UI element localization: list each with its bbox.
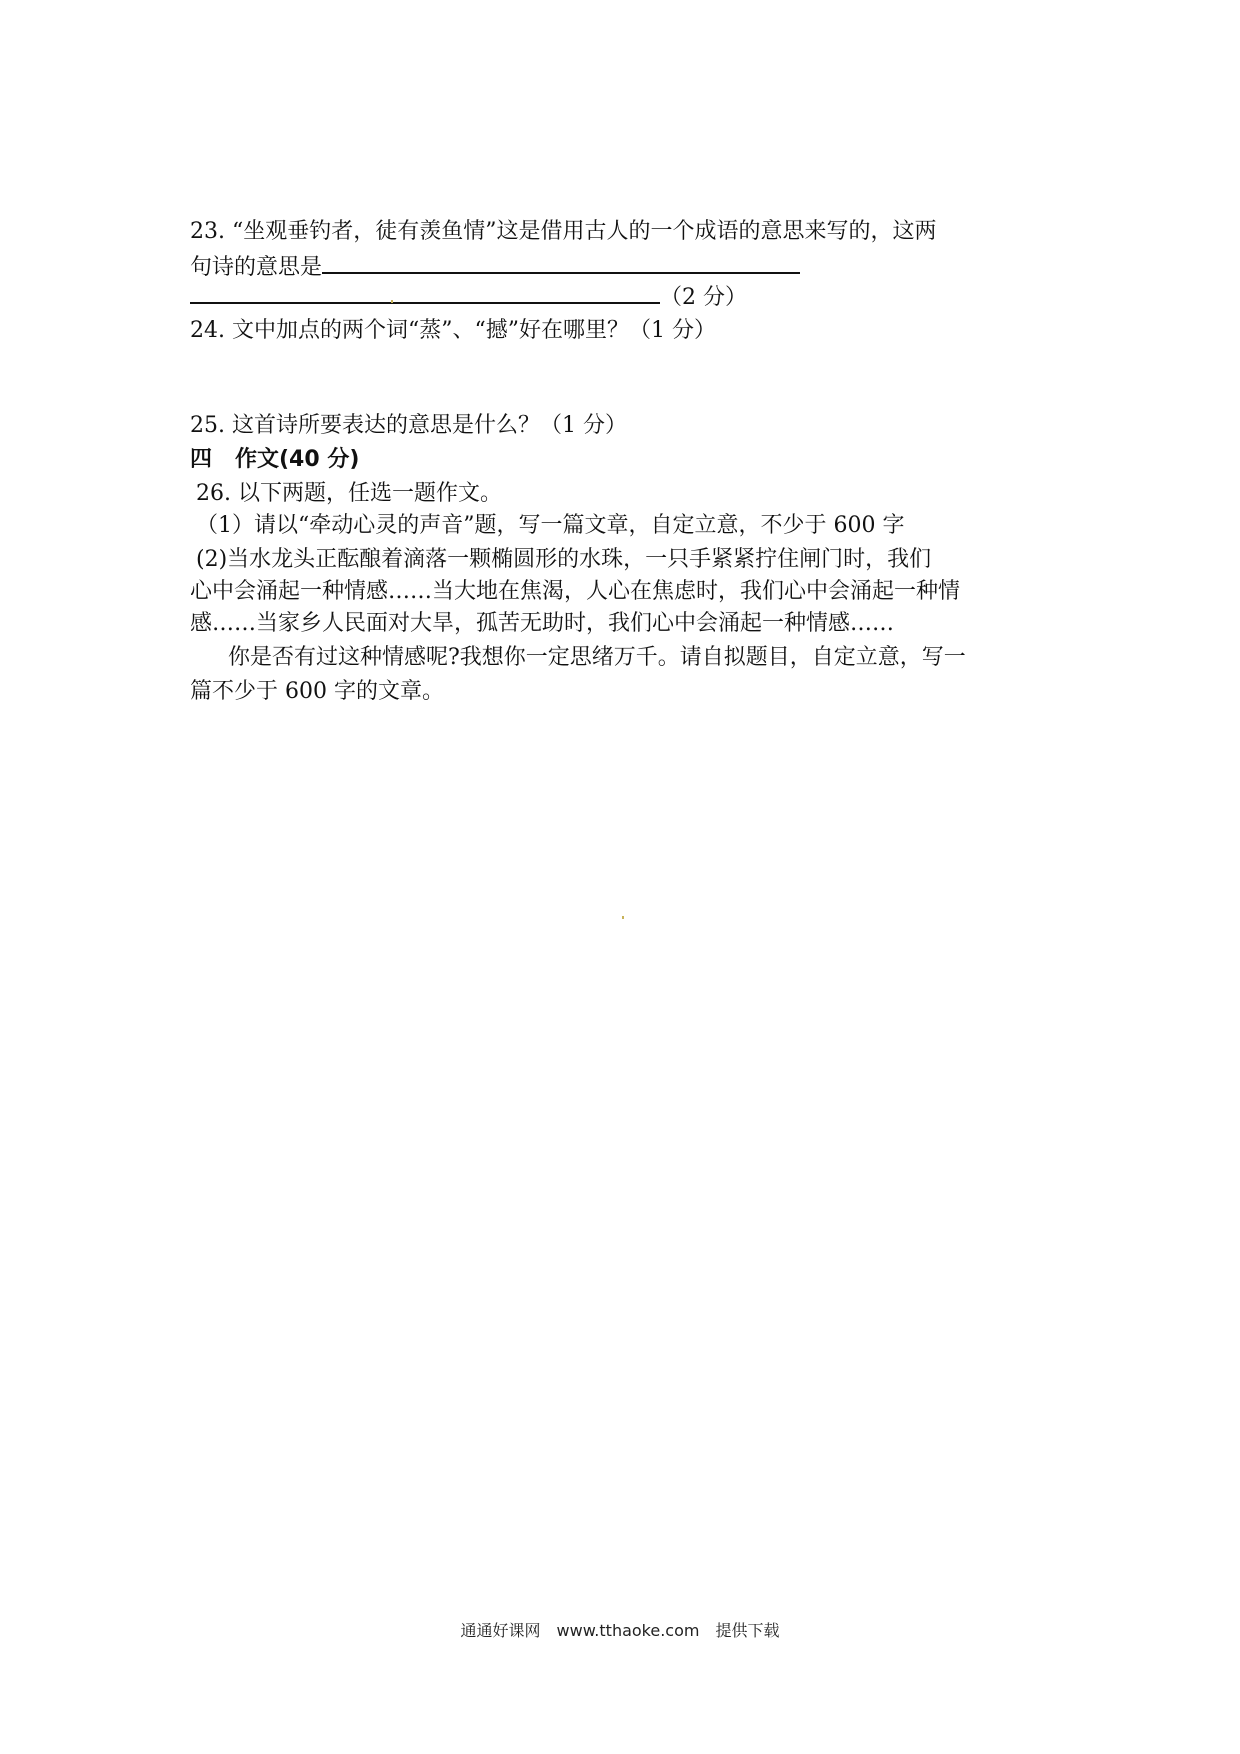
q23-line-2 bbox=[190, 250, 800, 284]
q23-line-3 bbox=[190, 280, 747, 314]
footer-url[interactable]: www.tthaoke.com bbox=[556, 1621, 700, 1640]
answer-blank-1[interactable] bbox=[322, 250, 800, 274]
scan-speck bbox=[622, 916, 624, 919]
section-4-number: 四 bbox=[190, 447, 213, 472]
footer-site-name: 通通好课网 bbox=[460, 1621, 541, 1640]
q23-score: （2 分） bbox=[660, 285, 747, 310]
footer-suffix: 提供下载 bbox=[715, 1621, 780, 1640]
q26-option-2-line-2: 心中会涌起一种情感……当大地在焦渴，人心在焦虑时，我们心中会涌起一种情 bbox=[190, 579, 961, 604]
q26-option-2-line-3: 感……当家乡人民面对大旱，孤苦无助时，我们心中会涌起一种情感…… bbox=[190, 611, 895, 636]
answer-blank-2[interactable] bbox=[190, 280, 660, 304]
q26-option-1: （1）请以“牵动心灵的声音”题，写一篇文章，自定立意，不少于 600 字 bbox=[196, 513, 905, 538]
scan-speck bbox=[391, 300, 393, 303]
q26-intro: 26. 以下两题，任选一题作文。 bbox=[196, 481, 502, 506]
q23-line-2-text: 句诗的意思是 bbox=[190, 255, 323, 280]
section-4-heading bbox=[190, 444, 359, 476]
question-24: 24. 文中加点的两个词“蒸”、“撼”好在哪里？（1 分） bbox=[190, 318, 716, 343]
section-4-title: 作文(40 分) bbox=[235, 447, 360, 472]
q23-line-1: 23. “坐观垂钓者，徒有羡鱼情”这是借用古人的一个成语的意思来写的，这两 bbox=[190, 219, 937, 244]
q26-prompt-line-2: 篇不少于 600 字的文章。 bbox=[190, 679, 444, 704]
q26-prompt-line-1: 你是否有过这种情感呢?我想你一定思绪万千。请自拟题目，自定立意，写一 bbox=[228, 645, 966, 670]
page-footer bbox=[0, 1618, 1240, 1641]
question-25: 25. 这首诗所要表达的意思是什么？（1 分） bbox=[190, 413, 627, 438]
q26-option-2-line-1: (2)当水龙头正酝酿着滴落一颗椭圆形的水珠，一只手紧紧拧住闸门时，我们 bbox=[196, 547, 932, 572]
